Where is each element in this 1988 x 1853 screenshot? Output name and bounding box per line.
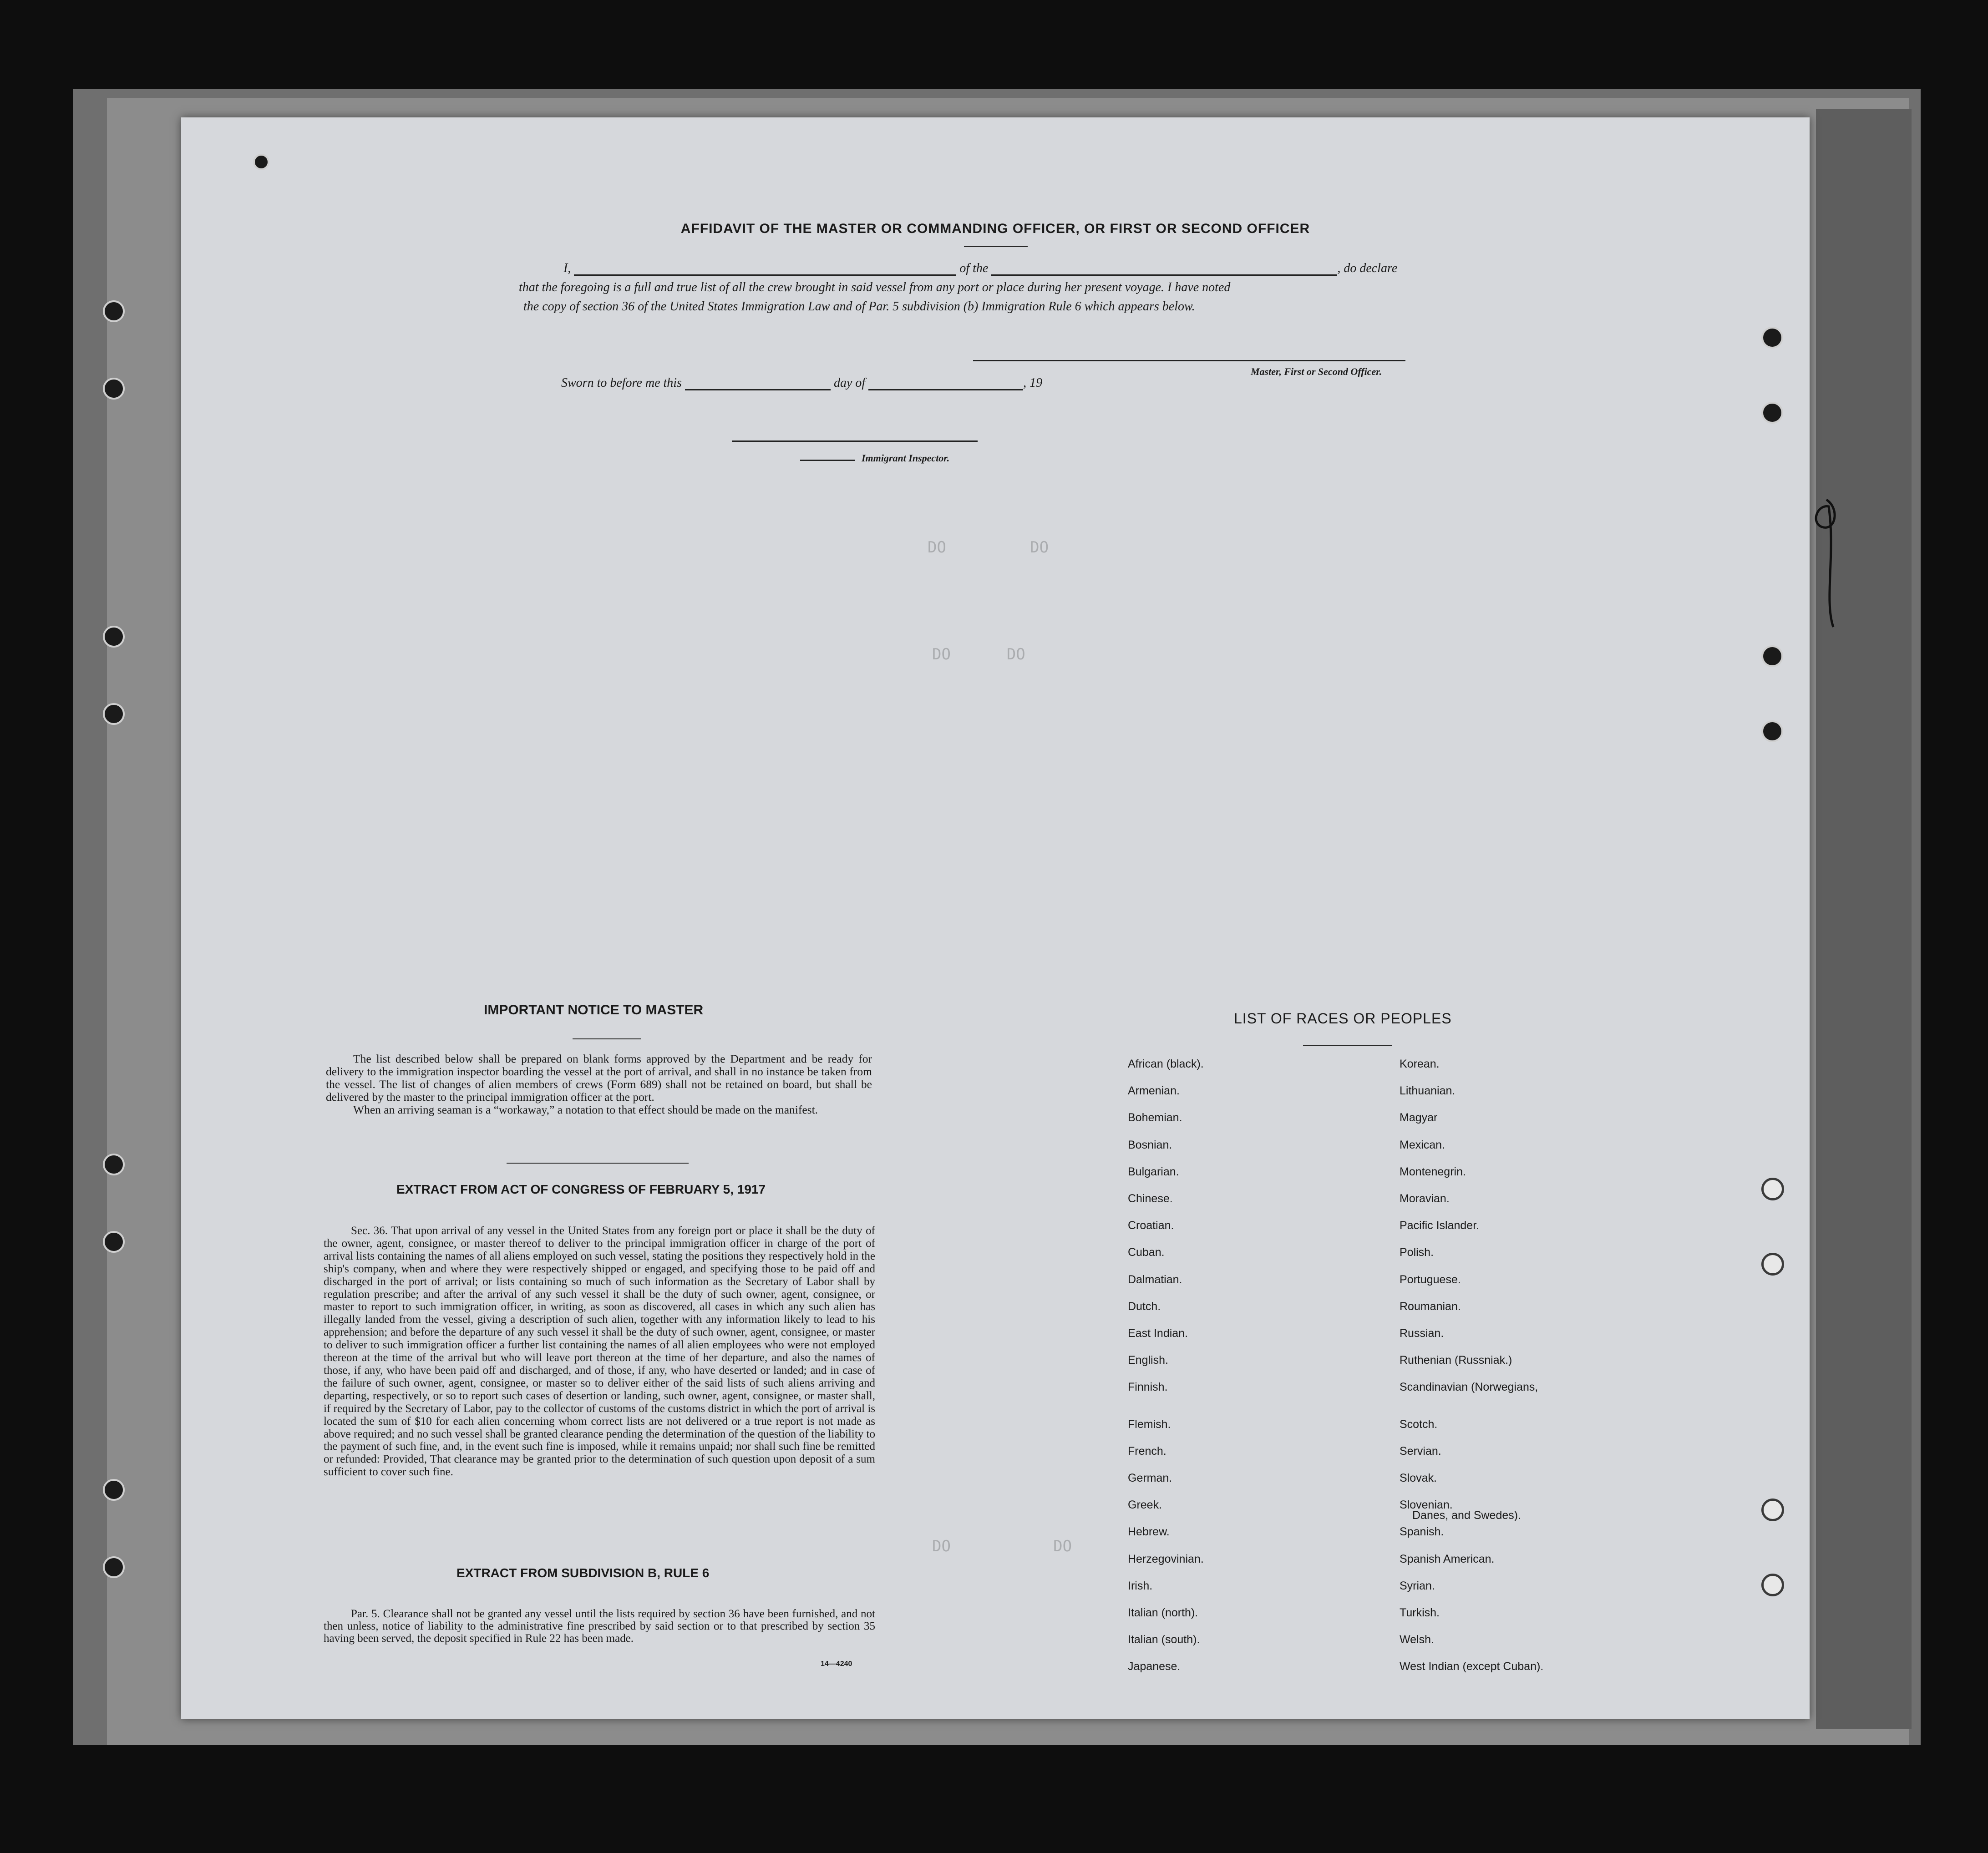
races-title: LIST OF RACES OR PEOPLES — [1234, 1010, 1452, 1027]
race-item: Danes, and Swedes). — [1412, 1509, 1521, 1522]
sworn-line: Sworn to before me this day of , 19 — [561, 376, 1043, 390]
race-item: Bosnian. — [1128, 1138, 1172, 1151]
race-item: Finnish. — [1128, 1381, 1168, 1394]
race-item: Mexican. — [1400, 1138, 1445, 1151]
race-item: Italian (south). — [1128, 1633, 1200, 1646]
officer-name-field[interactable] — [574, 263, 956, 276]
race-item: Cuban. — [1128, 1246, 1165, 1259]
notice-title: IMPORTANT NOTICE TO MASTER — [484, 1002, 704, 1018]
affidavit-declaration-line: I, of the , do declare — [563, 261, 1398, 275]
race-item: Slovenian. — [1400, 1499, 1453, 1512]
race-item: Pacific Islander. — [1400, 1219, 1480, 1232]
race-item: West Indian (except Cuban). — [1400, 1660, 1544, 1673]
race-item: Italian (north). — [1128, 1606, 1198, 1619]
race-item: German. — [1128, 1472, 1172, 1484]
page-stack-edge — [1816, 109, 1912, 1729]
race-item: Lithuanian. — [1400, 1084, 1456, 1098]
page-hole — [1761, 1574, 1784, 1596]
divider — [800, 460, 855, 461]
notice-paragraph: The list described below shall be prepared on blank forms approved by the Department and be ready for delivery to the immigration inspector boarding the vessel at the port of arrival, and shall in no instance be taken from the vessel. The list of changes of alien members of crews (Form 689) shall not be retained on board, but shall be delivered by the master to the principal immigration officer at the port. — [326, 1052, 872, 1104]
extract-act-text — [324, 1225, 875, 1478]
race-item: Servian. — [1400, 1444, 1441, 1458]
race-item: Turkish. — [1400, 1606, 1440, 1619]
race-item: Japanese. — [1128, 1660, 1181, 1673]
par-5-text: Par. 5. Clearance shall not be granted any vessel until the lists required by section 36 have been furnished, and not then unless, notice of liability to the administrative fine prescribed by said section or to that prescribed by section 35 having been served, the deposit specified in Rule 22 has been made. — [324, 1608, 875, 1645]
vessel-name-field[interactable] — [991, 263, 1337, 276]
race-item: Polish. — [1400, 1246, 1434, 1259]
race-item: Chinese. — [1128, 1192, 1173, 1205]
race-item: Welsh. — [1400, 1633, 1434, 1646]
binder-hole — [103, 1479, 125, 1501]
race-item: East Indian. — [1128, 1327, 1188, 1340]
binder-hole — [103, 703, 125, 725]
notice-text — [326, 1053, 872, 1116]
race-item: Russian. — [1400, 1327, 1444, 1340]
binder-hole — [103, 1556, 125, 1578]
race-item: Flemish. — [1128, 1418, 1171, 1431]
page-hole — [1761, 720, 1783, 742]
binder-hole — [103, 1154, 125, 1175]
race-item: Dalmatian. — [1128, 1273, 1182, 1286]
race-item: Scotch. — [1400, 1418, 1438, 1431]
page-hole — [1761, 402, 1783, 424]
race-item: French. — [1128, 1444, 1166, 1458]
binder-hole — [103, 300, 125, 322]
binder-hole — [103, 378, 125, 400]
page-hole — [1761, 645, 1783, 667]
inspector-label: Immigrant Inspector. — [862, 452, 950, 464]
divider — [507, 1163, 689, 1164]
divider — [573, 1038, 641, 1039]
race-item: Portuguese. — [1400, 1273, 1461, 1286]
race-item: Syrian. — [1400, 1579, 1435, 1592]
race-item: Greek. — [1128, 1499, 1162, 1512]
divider — [1303, 1045, 1392, 1046]
extract-rule-text — [324, 1608, 875, 1645]
race-item: English. — [1128, 1354, 1168, 1367]
race-item: Ruthenian (Russniak.) — [1400, 1354, 1512, 1367]
notice-paragraph: When an arriving seaman is a “workaway,” a notation to that effect should be made on the manifest. — [353, 1103, 818, 1116]
extract-rule-title: EXTRACT FROM SUBDIVISION B, RULE 6 — [456, 1566, 710, 1580]
race-item: Armenian. — [1128, 1084, 1180, 1098]
section-36-text: Sec. 36. That upon arrival of any vessel in the United States from any foreign port or place it shall be the duty of the owner, agent, consignee, or master thereof to deliver to the principal immigration officer in charge of the port of arrival lists containing the names of all aliens employed on such vessel, stating the positions they respectively hold in the ship's company, when and where they were respectively shipped or engaged, and specifying those to be paid off and discharged in the port of arrival; or lists containing so much of such information as the Secretary of Labor shall by regulation prescribe; and after the arrival of any such vessel it shall be the duty of such owner, agent, consignee, or master to report to such immigration officer, in writing, as soon as discovered, all cases in which any such alien has illegally landed from the vessel, giving a description of such alien, together with any information likely to lead to his apprehension; and before the departure of any such vessel it shall be the duty of such owner, agent, consignee, or master to deliver to such immigration officer a further list containing the names of all alien employees who were not employed thereon at the time of the arrival but who will leave port thereon at the time of her departure, and also the names of those, if any, who have been paid off and discharged, and of those, if any, who have deserted or landed; and in case of the failure of such owner, agent, consignee, or master so to deliver either of the said lists of such aliens arriving and departing, respectively, or so to report such cases of desertion or landing, such owner, agent, consignee, or master shall, if required by the Secretary of Labor, pay to the collector of customs of the customs district in which the port of arrival is located the sum of $10 for each alien concerning whom correct lists are not delivered or a true report is not made as above required; and no such vessel shall be granted clearance pending the determination of the question of the liability to the payment of such fine, and, in the event such fine is imposed, while it remains unpaid; nor shall such fine be remitted or refunded: Provided, That clearance may be granted prior to the determination of such question upon deposit of a sum sufficient to cover such fine. — [324, 1225, 875, 1478]
race-item: Roumanian. — [1400, 1300, 1461, 1313]
race-item: Croatian. — [1128, 1219, 1174, 1232]
race-item: Slovak. — [1400, 1472, 1437, 1484]
race-item: Irish. — [1128, 1579, 1153, 1592]
affidavit-line-3: the copy of section 36 of the United States Immigration Law and of Par. 5 subdivision (b) Immigration Rule 6 which appears below. — [523, 299, 1195, 314]
form-number: 14—4240 — [821, 1660, 852, 1668]
race-item: Bulgarian. — [1128, 1165, 1179, 1178]
master-signature-label: Master, First or Second Officer. — [1251, 366, 1382, 377]
race-item: Hebrew. — [1128, 1525, 1170, 1539]
binder-hole — [103, 1231, 125, 1253]
handwritten-mark — [1808, 495, 1845, 632]
race-item: African (black). — [1128, 1058, 1204, 1070]
race-item: Korean. — [1400, 1058, 1440, 1070]
affidavit-page: DO DO DO DO DO DO AFFIDAVIT OF THE MASTER OR COMMANDING OFFICER, OR FIRST OR SECOND OFFICER I, of the , do declare that the foregoing is a full and true list of all the crew brought in said vessel from any port or place during her present voyage. I have noted the copy of section 36 of the United States Immigration Law and of Par. 5 subdivision (b) Immigration Rule 6 which appears below. Master, First or Second Officer. Sworn to before me this day of , 19 Immigrant Inspector. IMPORTANT NOTICE TO MASTER The list described below shall be prepared on blank forms approved by the Department and be ready for delivery to the immigration inspector boarding the vessel at the port of arrival, and shall in no instance be taken from the vessel. The list of changes of alien members of crews (Form 689) shall not be retained on board, but shall be delivered by the master to the principal immigration officer at the port. When an arriving seaman is a “workaway,” a notation to that effect should be made on the manifest. EXTRACT FROM ACT OF CONGRESS OF FEBRUARY 5, 1917 Sec. 36. That upon arrival of any vessel in the United States from any foreign port or place it shall be the duty of the owner, agent, consignee, or master thereof to deliver to the principal immigration officer in charge of the port of arrival lists containing the names of all aliens employed on such vessel, stating the positions they respectively hold in the ship's company, when and where they were respectively shipped or engaged, and specifying those to be paid off and discharged in the port of arrival; or lists containing so much of such information as the Secretary of Labor shall by regulation prescribe; and after the arrival of any such vessel it shall be the duty of such owner, agent, consignee, or master to report to such immigration officer, in writing, as soon as discovered, all cases in which any such alien has illegally landed from the vessel, giving a description of such alien, together with any information likely to lead to his apprehension; and before the departure of any such vessel it shall be the duty of such owner, agent, consignee, or master to deliver to such immigration officer a further list containing the names of all alien employees who were not employed thereon at the time of the arrival but who will leave port thereon at the time of her departure, and also the names of those, if any, who have been paid off and discharged, and of those, if any, who have deserted or landed; and in case of the failure of such owner, agent, consignee, or master so to deliver either of the said lists of such aliens arriving and departing, respectively, or so to report such cases of desertion or landing, such owner, agent, consignee, or master shall, if required by the Secretary of Labor, pay to the collector of customs of the customs district in which the port of arrival is located the sum of $10 for each alien concerning whom correct lists are not delivered or a true report is not made as above required; and no such vessel shall be granted clearance pending the determination of the question of the liability to the payment of such fine, and, in the event such fine is imposed, while it remains unpaid; nor shall such fine be remitted or refunded: Provided, That clearance may be granted prior to the determination of such question upon deposit of a sum sufficient to cover such fine. EXTRACT FROM SUBDIVISION B, RULE 6 Par. 5. Clearance shall not be granted any vessel until the lists required by section 36 have been furnished, and not then unless, notice of liability to the administrative fine prescribed by said section or to that prescribed by section 35 having been served, the deposit specified in Rule 22 has been made. 14—4240 LIST OF RACES OR PEOPLES African (black). Armenian. Bohemian. Bosnian. Bulgarian. Chinese. Croatian. Cuban. Dalmatian. Dutch. East Indian. English. Finnish. Flemish. French. German. Greek. Hebrew. Herzegovinian. Irish. Italian (north). Italian (south). Japanese. Korean. Lithuanian. Magyar Mexican. Montenegrin. Moravian. Pacific Islander. Polish. Portuguese. Roumanian. Russian. Ruthenian (Russniak.) Scandinavian (Norwegians, Scotch. Servian. Slovak. Slovenian. Spanish. Spanish American. Syrian. Turkish. Welsh. West Indian (except Cuban). Danes, and Swedes). — [181, 117, 1810, 1719]
page-hole — [1761, 1178, 1784, 1200]
race-item: Dutch. — [1128, 1300, 1161, 1313]
page-hole — [1761, 327, 1783, 349]
affidavit-line-2: that the foregoing is a full and true list of all the crew brought in said vessel from any port or place during her present voyage. I have noted — [519, 280, 1231, 294]
page-hole — [1761, 1253, 1784, 1276]
binder-hole — [103, 626, 125, 648]
extract-act-title: EXTRACT FROM ACT OF CONGRESS OF FEBRUARY 5, 1917 — [396, 1182, 766, 1196]
inspector-signature-line[interactable] — [732, 440, 978, 442]
sworn-month-field[interactable] — [868, 377, 1023, 390]
sworn-day-field[interactable] — [685, 377, 831, 390]
divider — [964, 246, 1028, 247]
affidavit-title: AFFIDAVIT OF THE MASTER OR COMMANDING OFFICER, OR FIRST OR SECOND OFFICER — [680, 221, 1310, 236]
race-item: Magyar — [1400, 1111, 1438, 1124]
race-item: Moravian. — [1400, 1192, 1450, 1205]
race-item: Scandinavian (Norwegians, — [1400, 1381, 1538, 1394]
race-item: Spanish. — [1400, 1525, 1444, 1539]
page-hole — [253, 154, 269, 170]
race-item: Montenegrin. — [1400, 1165, 1466, 1178]
master-signature-line[interactable] — [973, 360, 1405, 361]
page-hole — [1761, 1499, 1784, 1521]
race-item: Herzegovinian. — [1128, 1552, 1204, 1565]
race-item: Bohemian. — [1128, 1111, 1182, 1124]
race-item: Spanish American. — [1400, 1552, 1495, 1565]
